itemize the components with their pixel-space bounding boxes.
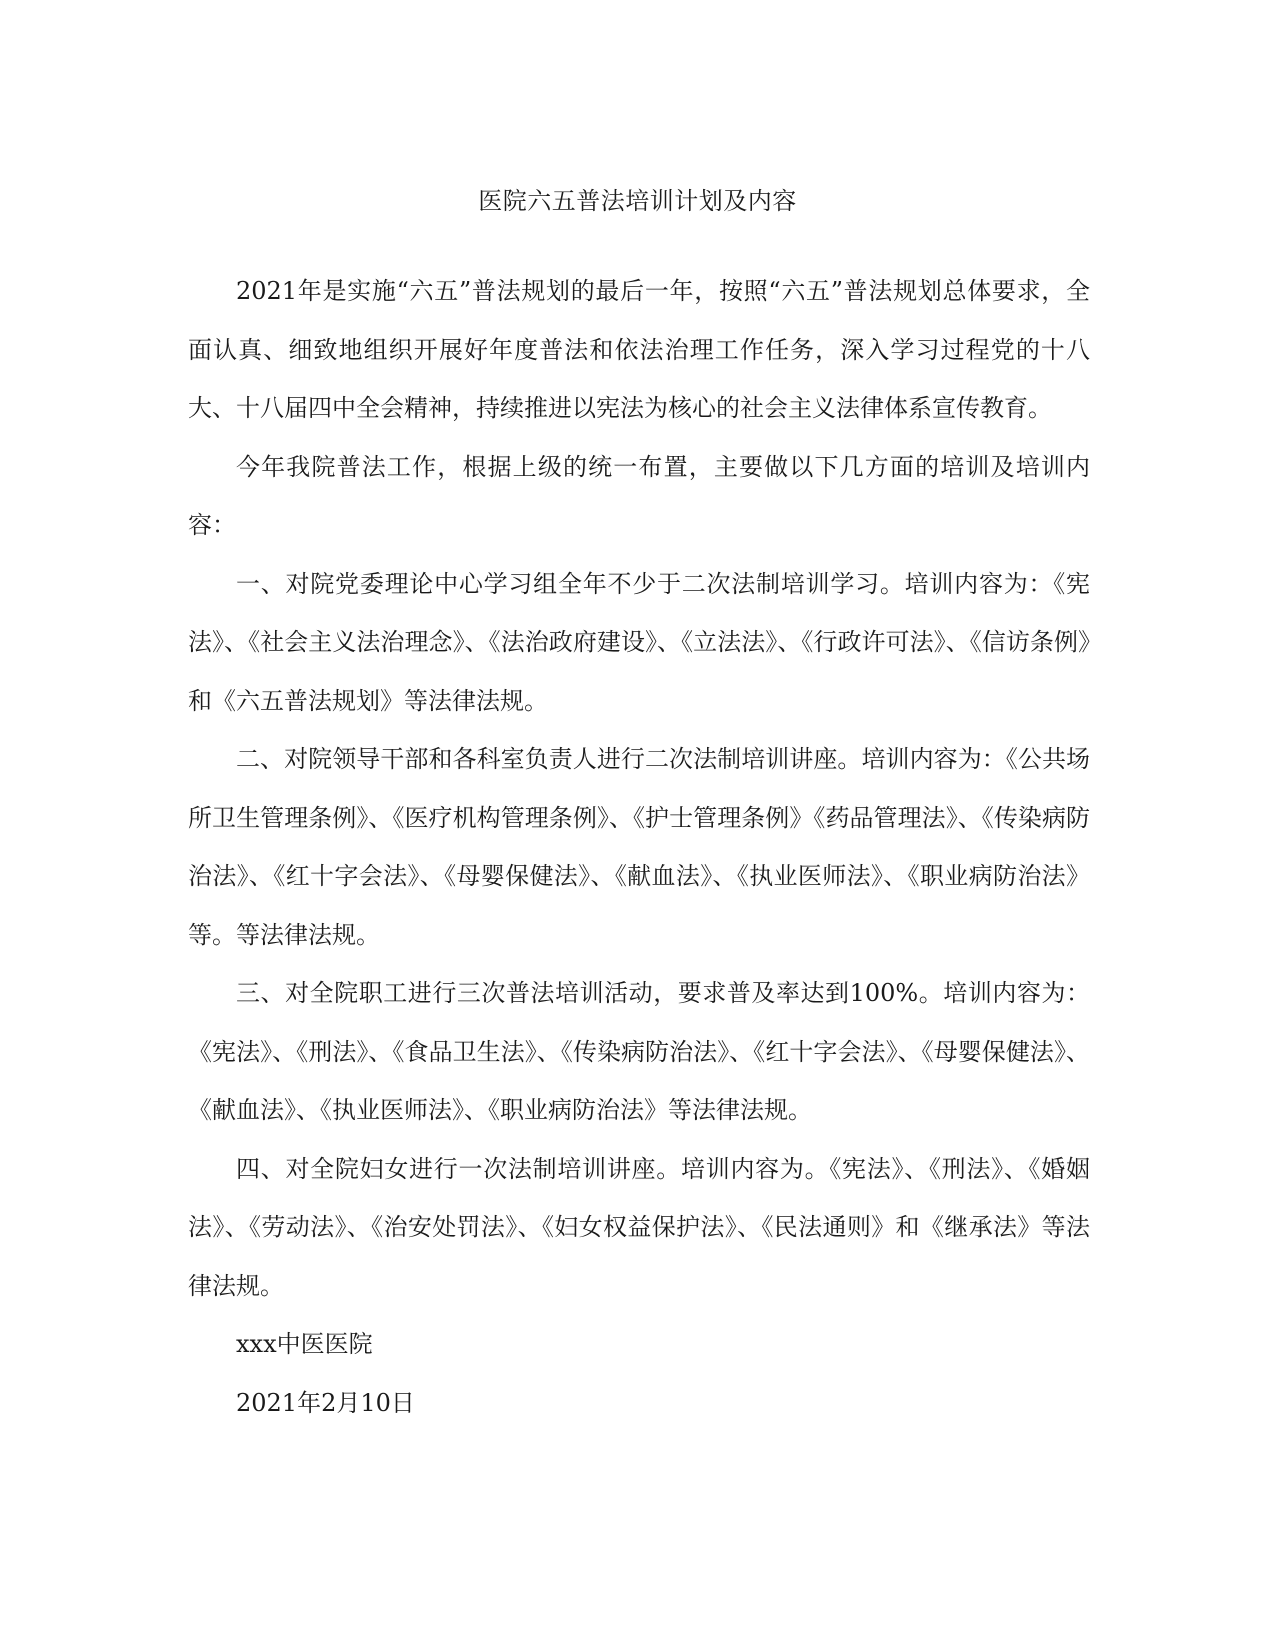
paragraph-overview: 今年我院普法工作，根据上级的统一布置，主要做以下几方面的培训及培训内容： <box>188 452 1090 539</box>
signature-organization: xxx中医医院 <box>236 1330 373 1358</box>
document-body <box>188 262 1090 1432</box>
document-title: 医院六五普法培训计划及内容 <box>478 187 797 215</box>
paragraph-item-1: 一、对院党委理论中心学习组全年不少于二次法制培训学习。培训内容为：《宪法》、《社会主义法治理念》、《法治政府建设》、《立法法》、《行政许可法》、《信访条例》和《六五普法规划》等法律法规。 <box>188 569 1090 715</box>
paragraph-item-4: 四、对全院妇女进行一次法制培训讲座。培训内容为。《宪法》、《刑法》、《婚姻法》、《劳动法》、《治安处罚法》、《妇女权益保护法》、《民法通则》和《继承法》等法律法规。 <box>188 1154 1090 1300</box>
signature-date: 2021年2月10日 <box>236 1388 415 1417</box>
paragraph-item-3: 三、对全院职工进行三次普法培训活动，要求普及率达到100%。培训内容为：《宪法》、《刑法》、《食品卫生法》、《传染病防治法》、《红十字会法》、《母婴保健法》、《献血法》、《执业医师法》、《职业病防治法》等法律法规。 <box>188 979 1090 1124</box>
paragraph-intro: 2021年是实施“六五”普法规划的最后一年，按照“六五”普法规划总体要求，全面认真、细致地组织开展好年度普法和依法治理工作任务，深入学习过程党的十八大、十八届四中全会精神，持续推进以宪法为核心的社会主义法律体系宣传教育。 <box>188 277 1090 422</box>
paragraph-item-2: 二、对院领导干部和各科室负责人进行二次法制培训讲座。培训内容为：《公共场所卫生管理条例》、《医疗机构管理条例》、《护士管理条例》《药品管理法》、《传染病防治法》、《红十字会法》、《母婴保健法》、《献血法》、《执业医师法》、《职业病防治法》等。等法律法规。 <box>188 745 1090 949</box>
